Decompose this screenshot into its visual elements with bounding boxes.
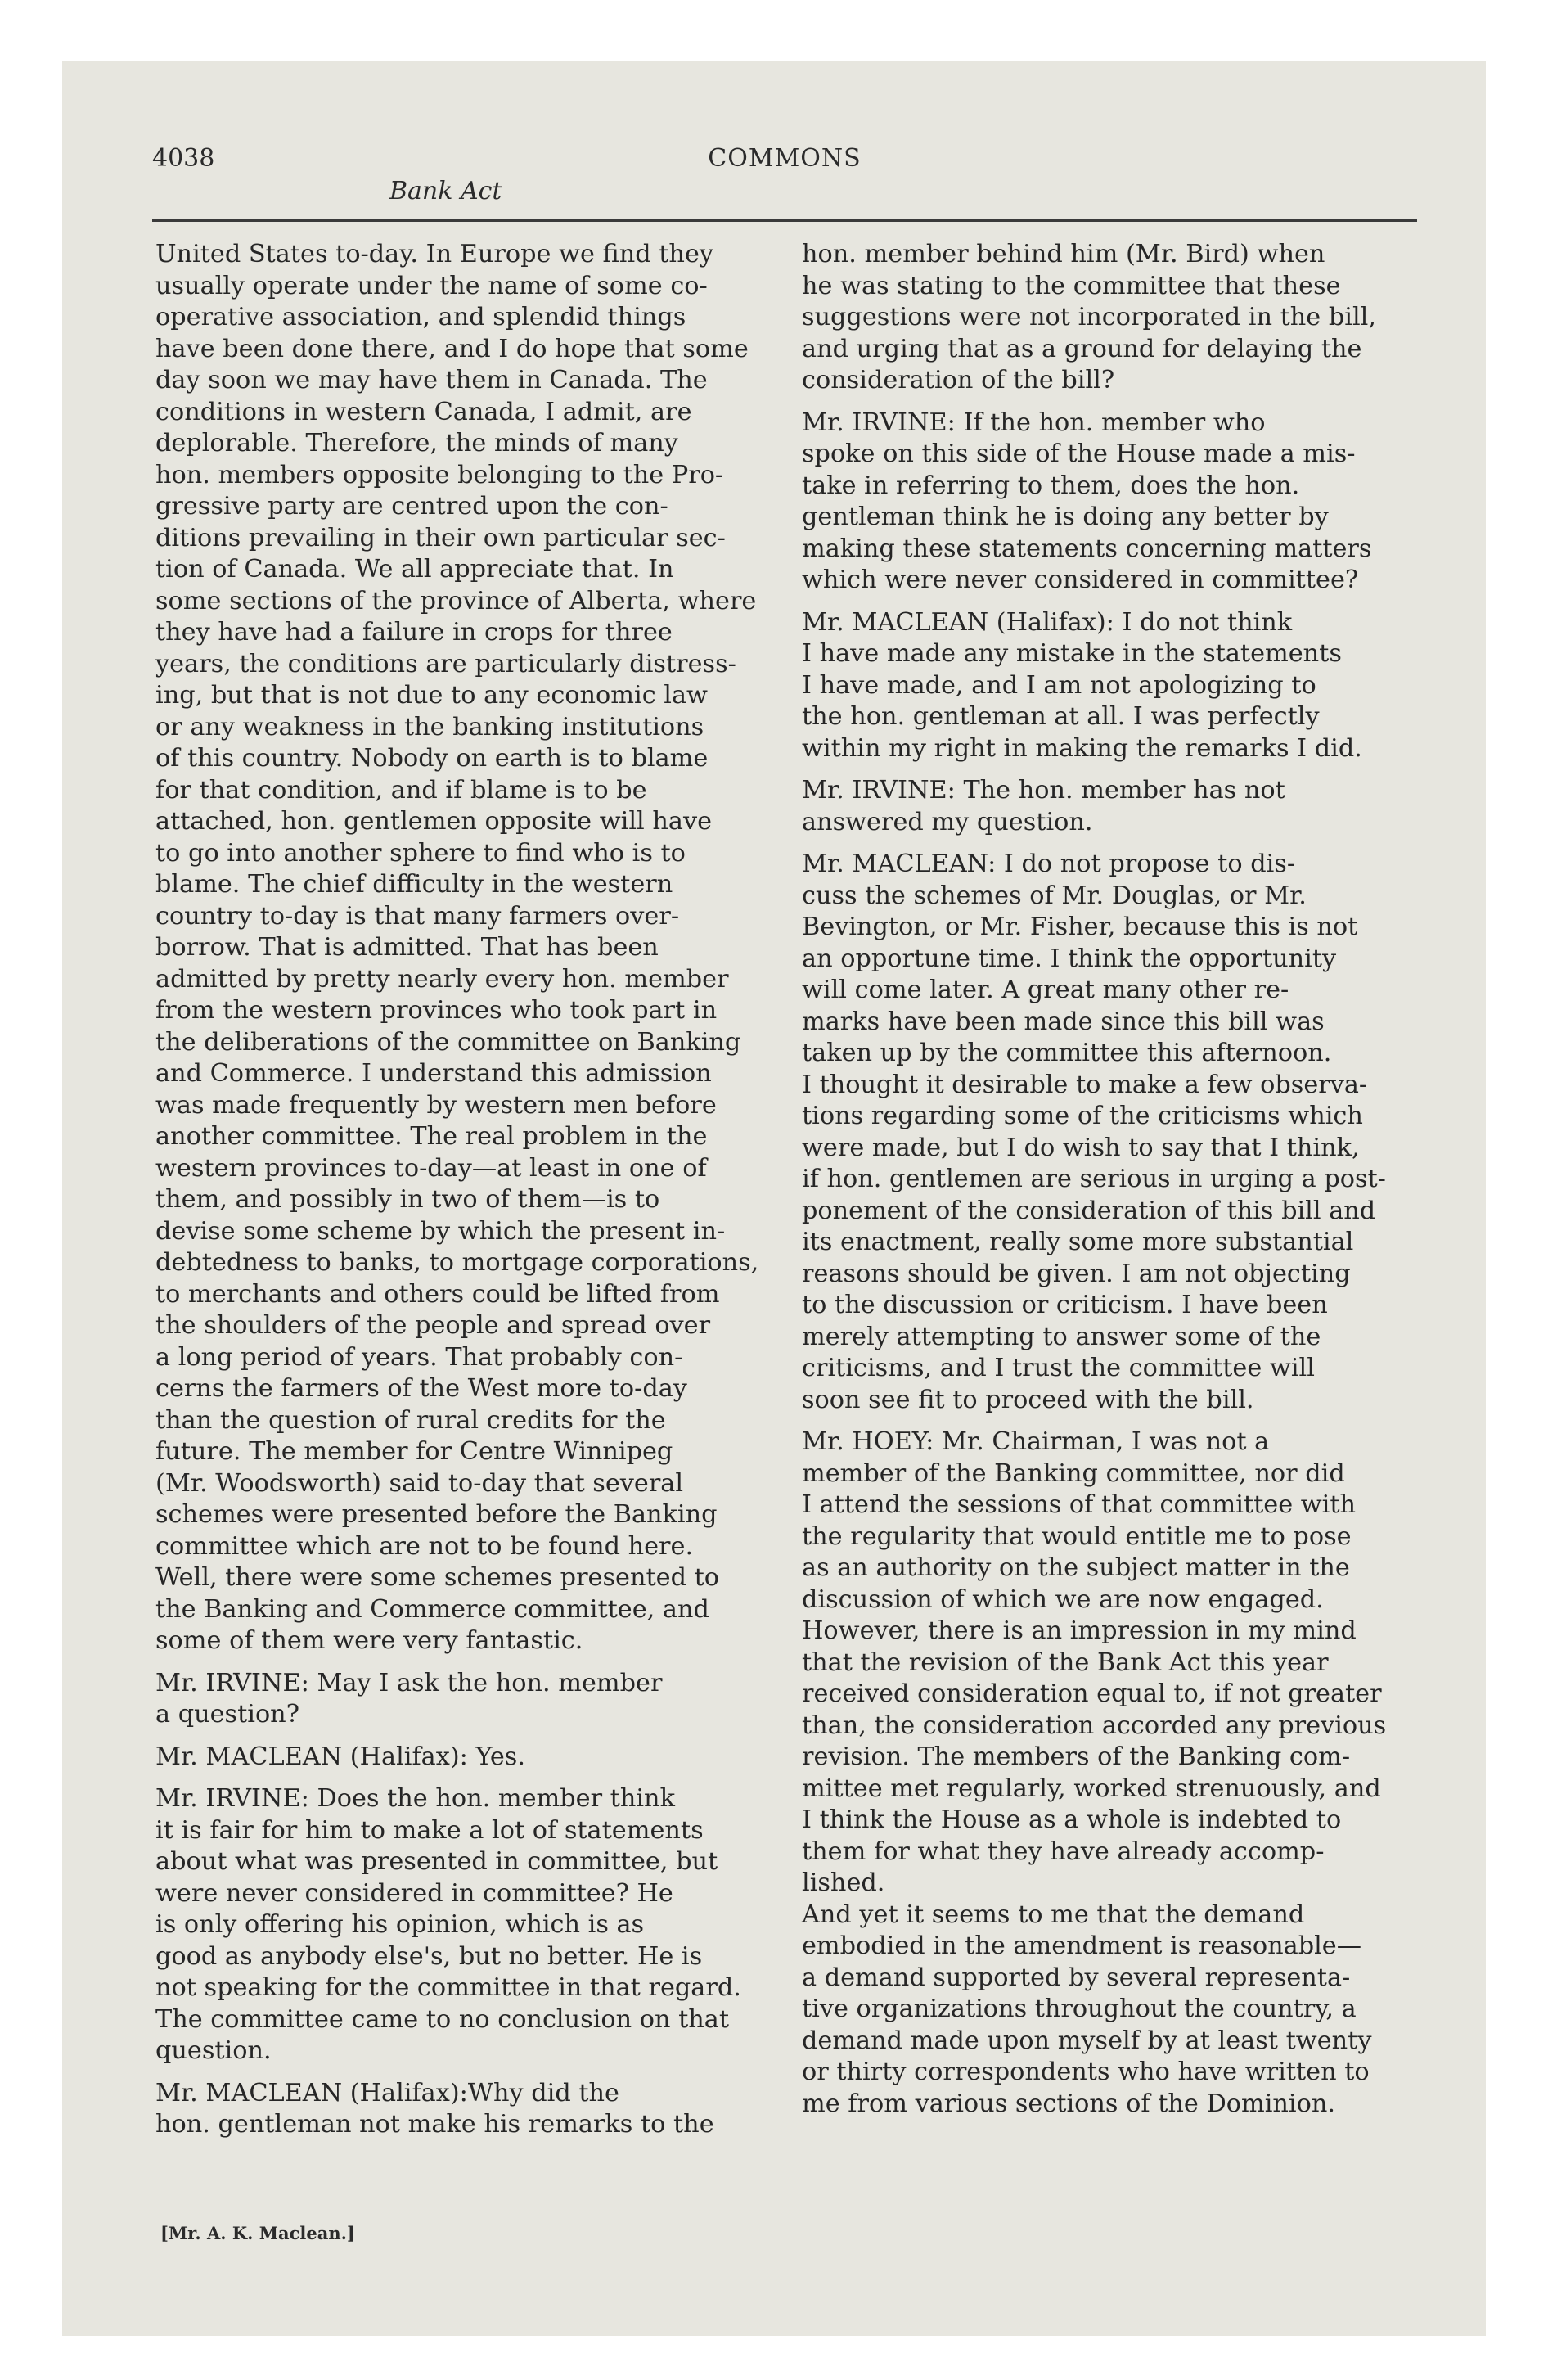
- text-line: was made frequently by western men before: [155, 1090, 717, 1120]
- text-line: them, and possibly in two of them—is to: [155, 1185, 660, 1214]
- text-line: hon. gentleman not make his remarks to the: [155, 2110, 714, 2139]
- text-line: a long period of years. That probably con-: [155, 1342, 683, 1372]
- text-line: if hon. gentlemen are serious in urging a post-: [802, 1165, 1386, 1193]
- text-line: revision. The members of the Banking com-: [802, 1742, 1351, 1771]
- text-line: is only offering his opinion, which is as: [155, 1910, 645, 1939]
- right-column: [802, 239, 1407, 2120]
- text-line: United States to-day. In Europe we find they: [155, 240, 713, 268]
- text-line: lished.: [802, 1868, 885, 1897]
- text-line: were made, but I do wish to say that I think,: [802, 1133, 1360, 1162]
- text-line: Mr. MACLEAN (Halifax): I do not think: [802, 607, 1293, 637]
- text-line: Bevington, or Mr. Fisher, because this is not: [802, 913, 1358, 941]
- paragraph-gap: [155, 1773, 761, 1783]
- text-line: of this country. Nobody on earth is to blame: [155, 744, 709, 773]
- text-line: admitted by pretty nearly every hon. member: [155, 964, 729, 994]
- text-line: received consideration equal to, if not greater: [802, 1679, 1382, 1708]
- text-line: western provinces to-day—at least in one of: [155, 1153, 707, 1183]
- text-line: discussion of which we are now engaged.: [802, 1584, 1324, 1614]
- text-line: than, the consideration accorded any previous: [802, 1711, 1387, 1740]
- text-line: tions regarding some of the criticisms which: [802, 1102, 1363, 1130]
- text-line: than the question of rural credits for the: [155, 1405, 666, 1435]
- text-line: suggestions were not incorporated in the bill,: [802, 303, 1376, 331]
- text-line: that the revision of the Bank Act this year: [802, 1648, 1329, 1677]
- paragraph-gap: [802, 1416, 1407, 1427]
- text-line: usually operate under the name of some co-: [155, 271, 708, 300]
- text-line: spoke on this side of the House made a mis-: [802, 439, 1356, 468]
- text-line: And yet it seems to me that the demand: [802, 1900, 1305, 1929]
- text-line: making these statements concerning matters: [802, 534, 1372, 563]
- text-line: and urging that as a ground for delaying the: [802, 334, 1362, 363]
- text-line: question.: [155, 2036, 272, 2065]
- page-number: 4038: [152, 144, 215, 173]
- text-line: answered my question.: [802, 807, 1093, 836]
- text-line: embodied in the amendment is reasonable—: [802, 1931, 1362, 1960]
- text-line: Mr. MACLEAN (Halifax):Why did the: [155, 2078, 619, 2107]
- text-line: operative association, and splendid things: [155, 303, 686, 331]
- text-line: soon see fit to proceed with the bill.: [802, 1385, 1254, 1414]
- text-line: The committee came to no conclusion on that: [155, 2004, 730, 2034]
- text-line: within my right in making the remarks I did.: [802, 733, 1362, 763]
- text-line: I have made, and I am not apologizing to: [802, 670, 1316, 700]
- text-line: to the discussion or criticism. I have been: [802, 1291, 1328, 1319]
- text-line: hon. members opposite belonging to the Pro-: [155, 460, 724, 489]
- text-line: or any weakness in the banking institutions: [155, 712, 704, 741]
- text-line: ditions prevailing in their own particular sec-: [155, 523, 726, 552]
- text-line: have been done there, and I do hope that some: [155, 334, 749, 363]
- text-line: the deliberations of the committee on Banking: [155, 1027, 741, 1057]
- text-line: I thought it desirable to make a few observa-: [802, 1070, 1368, 1099]
- text-line: attached, hon. gentlemen opposite will have: [155, 807, 712, 836]
- text-line: or thirty correspondents who have written to: [802, 2058, 1370, 2086]
- text-line: me from various sections of the Dominion.: [802, 2089, 1335, 2118]
- text-line: the Banking and Commerce committee, and: [155, 1594, 709, 1624]
- text-line: some of them were very fantastic.: [155, 1626, 583, 1655]
- text-line: borrow. That is admitted. That has been: [155, 933, 659, 962]
- paragraph-gap: [802, 764, 1407, 775]
- text-line: taken up by the committee this afternoon.: [802, 1039, 1332, 1067]
- paragraph-gap: [802, 597, 1407, 607]
- text-line: good as anybody else's, but no better. He is: [155, 1941, 703, 1971]
- text-line: Mr. IRVINE: If the hon. member who: [802, 408, 1266, 437]
- text-line: marks have been made since this bill was: [802, 1007, 1325, 1036]
- text-line: ponement of the consideration of this bill and: [802, 1196, 1376, 1225]
- text-line: he was stating to the committee that these: [802, 271, 1341, 300]
- section-subject: Bank Act: [389, 177, 502, 205]
- text-line: Mr. MACLEAN: I do not propose to dis-: [802, 850, 1296, 878]
- text-line: consideration of the bill?: [802, 366, 1115, 394]
- text-line: cuss the schemes of Mr. Douglas, or Mr.: [802, 881, 1307, 910]
- text-line: demand made upon myself by at least twenty: [802, 2026, 1372, 2055]
- text-line: I have made any mistake in the statements: [802, 639, 1342, 668]
- paragraph-gap: [155, 1731, 761, 1742]
- text-line: committee which are not to be found here.: [155, 1531, 694, 1561]
- text-line: gentleman think he is doing any better by: [802, 503, 1329, 531]
- page-header: [152, 144, 1417, 211]
- text-line: which were never considered in committee?: [802, 566, 1359, 594]
- text-line: gressive party are centred upon the con-: [155, 492, 668, 521]
- text-line: country to-day is that many farmers over-: [155, 901, 680, 931]
- text-line: the shoulders of the people and spread over: [155, 1311, 711, 1340]
- text-line: and Commerce. I understand this admission: [155, 1059, 712, 1088]
- paragraph-gap: [802, 397, 1407, 408]
- text-line: deplorable. Therefore, the minds of many: [155, 429, 678, 458]
- text-line: the hon. gentleman at all. I was perfectly: [802, 702, 1320, 731]
- text-line: However, there is an impression in my mind: [802, 1616, 1357, 1645]
- text-line: debtedness to banks, to mortgage corporations,: [155, 1248, 759, 1277]
- text-line: schemes were presented before the Banking: [155, 1500, 718, 1529]
- text-line: day soon we may have them in Canada. The: [155, 366, 708, 394]
- text-line: they have had a failure in crops for three: [155, 618, 673, 647]
- running-heading: COMMONS: [708, 144, 862, 173]
- text-line: some sections of the province of Alberta, where: [155, 586, 757, 615]
- text-line: years, the conditions are particularly distress-: [155, 649, 736, 678]
- speaker-attribution: [Mr. A. K. Maclean.]: [160, 2223, 355, 2243]
- text-line: a demand supported by several representa-: [802, 1963, 1351, 1992]
- left-column: [155, 239, 761, 2141]
- text-line: blame. The chief difficulty in the western: [155, 870, 673, 899]
- text-line: merely attempting to answer some of the: [802, 1322, 1321, 1351]
- text-line: as an authority on the subject matter in the: [802, 1553, 1350, 1582]
- text-line: criticisms, and I trust the committee will: [802, 1354, 1315, 1382]
- text-line: not speaking for the committee in that regard.: [155, 1973, 741, 2002]
- text-line: hon. member behind him (Mr. Bird) when: [802, 240, 1325, 268]
- text-line: tion of Canada. We all appreciate that. In: [155, 555, 674, 584]
- text-line: I attend the sessions of that committee with: [802, 1490, 1357, 1519]
- text-line: them for what they have already accomp-: [802, 1837, 1325, 1866]
- text-line: for that condition, and if blame is to be: [155, 775, 647, 805]
- text-line: its enactment, really some more substantial: [802, 1228, 1354, 1256]
- text-line: Mr. IRVINE: The hon. member has not: [802, 776, 1285, 805]
- text-line: to go into another sphere to find who is to: [155, 838, 686, 868]
- text-line: another committee. The real problem in the: [155, 1122, 708, 1151]
- text-line: Well, there were some schemes presented to: [155, 1563, 720, 1592]
- text-line: the regularity that would entitle me to pose: [802, 1521, 1352, 1551]
- text-line: tive organizations throughout the country, a: [802, 1995, 1357, 2023]
- text-line: reasons should be given. I am not objecting: [802, 1259, 1351, 1288]
- text-line: Mr. MACLEAN (Halifax): Yes.: [155, 1742, 525, 1771]
- text-line: ing, but that is not due to any economic law: [155, 681, 708, 710]
- text-line: to merchants and others could be lifted from: [155, 1279, 720, 1309]
- header-rule: [152, 219, 1417, 222]
- text-line: were never considered in committee? He: [155, 1878, 673, 1908]
- paragraph-gap: [155, 1657, 761, 1668]
- text-line: devise some scheme by which the present in-: [155, 1216, 726, 1246]
- text-line: member of the Banking committee, nor did: [802, 1458, 1345, 1488]
- text-line: take in referring to them, does the hon.: [802, 471, 1300, 500]
- text-line: cerns the farmers of the West more to-day: [155, 1374, 687, 1403]
- text-line: Mr. IRVINE: Does the hon. member think: [155, 1784, 675, 1813]
- text-line: Mr. HOEY: Mr. Chairman, I was not a: [802, 1427, 1270, 1456]
- text-line: future. The member for Centre Winnipeg: [155, 1437, 673, 1466]
- text-line: (Mr. Woodsworth) said to-day that several: [155, 1468, 684, 1498]
- text-line: about what was presented in committee, but: [155, 1847, 718, 1876]
- text-line: conditions in western Canada, I admit, are: [155, 397, 692, 426]
- text-line: a question?: [155, 1700, 299, 1729]
- text-line: Mr. IRVINE: May I ask the hon. member: [155, 1668, 663, 1697]
- text-line: it is fair for him to make a lot of statements: [155, 1815, 704, 1845]
- text-line: from the western provinces who took part in: [155, 996, 718, 1025]
- text-line: mittee met regularly, worked strenuously, and: [802, 1774, 1381, 1803]
- text-line: I think the House as a whole is indebted to: [802, 1805, 1342, 1834]
- paragraph-gap: [155, 2067, 761, 2078]
- text-line: will come later. A great many other re-: [802, 976, 1289, 1004]
- text-line: an opportune time. I think the opportunity: [802, 944, 1337, 973]
- paragraph-gap: [802, 838, 1407, 849]
